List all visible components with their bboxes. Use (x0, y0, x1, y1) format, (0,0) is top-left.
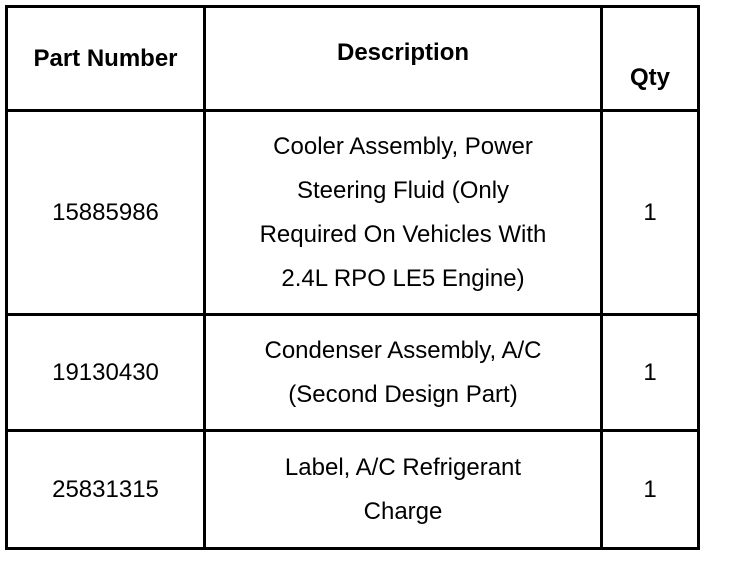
header-description: Description (205, 7, 602, 111)
table-row (7, 315, 699, 431)
part-number-cell: 15885986 (7, 111, 205, 315)
parts-table (5, 5, 700, 550)
table-row (7, 111, 699, 315)
part-number-cell: 19130430 (7, 315, 205, 431)
description-cell: Label, A/C Refrigerant Charge (205, 431, 602, 549)
header-part-number: Part Number (7, 7, 205, 111)
part-number-cell: 25831315 (7, 431, 205, 549)
table-row (7, 431, 699, 549)
qty-cell: 1 (602, 315, 699, 431)
table-header-row (7, 7, 699, 111)
header-qty: Qty (602, 7, 699, 111)
description-cell: Condenser Assembly, A/C (Second Design Part) (205, 315, 602, 431)
description-cell: Cooler Assembly, Power Steering Fluid (Only Required On Vehicles With 2.4L RPO LE5 Engine) (205, 111, 602, 315)
qty-cell: 1 (602, 111, 699, 315)
qty-cell: 1 (602, 431, 699, 549)
